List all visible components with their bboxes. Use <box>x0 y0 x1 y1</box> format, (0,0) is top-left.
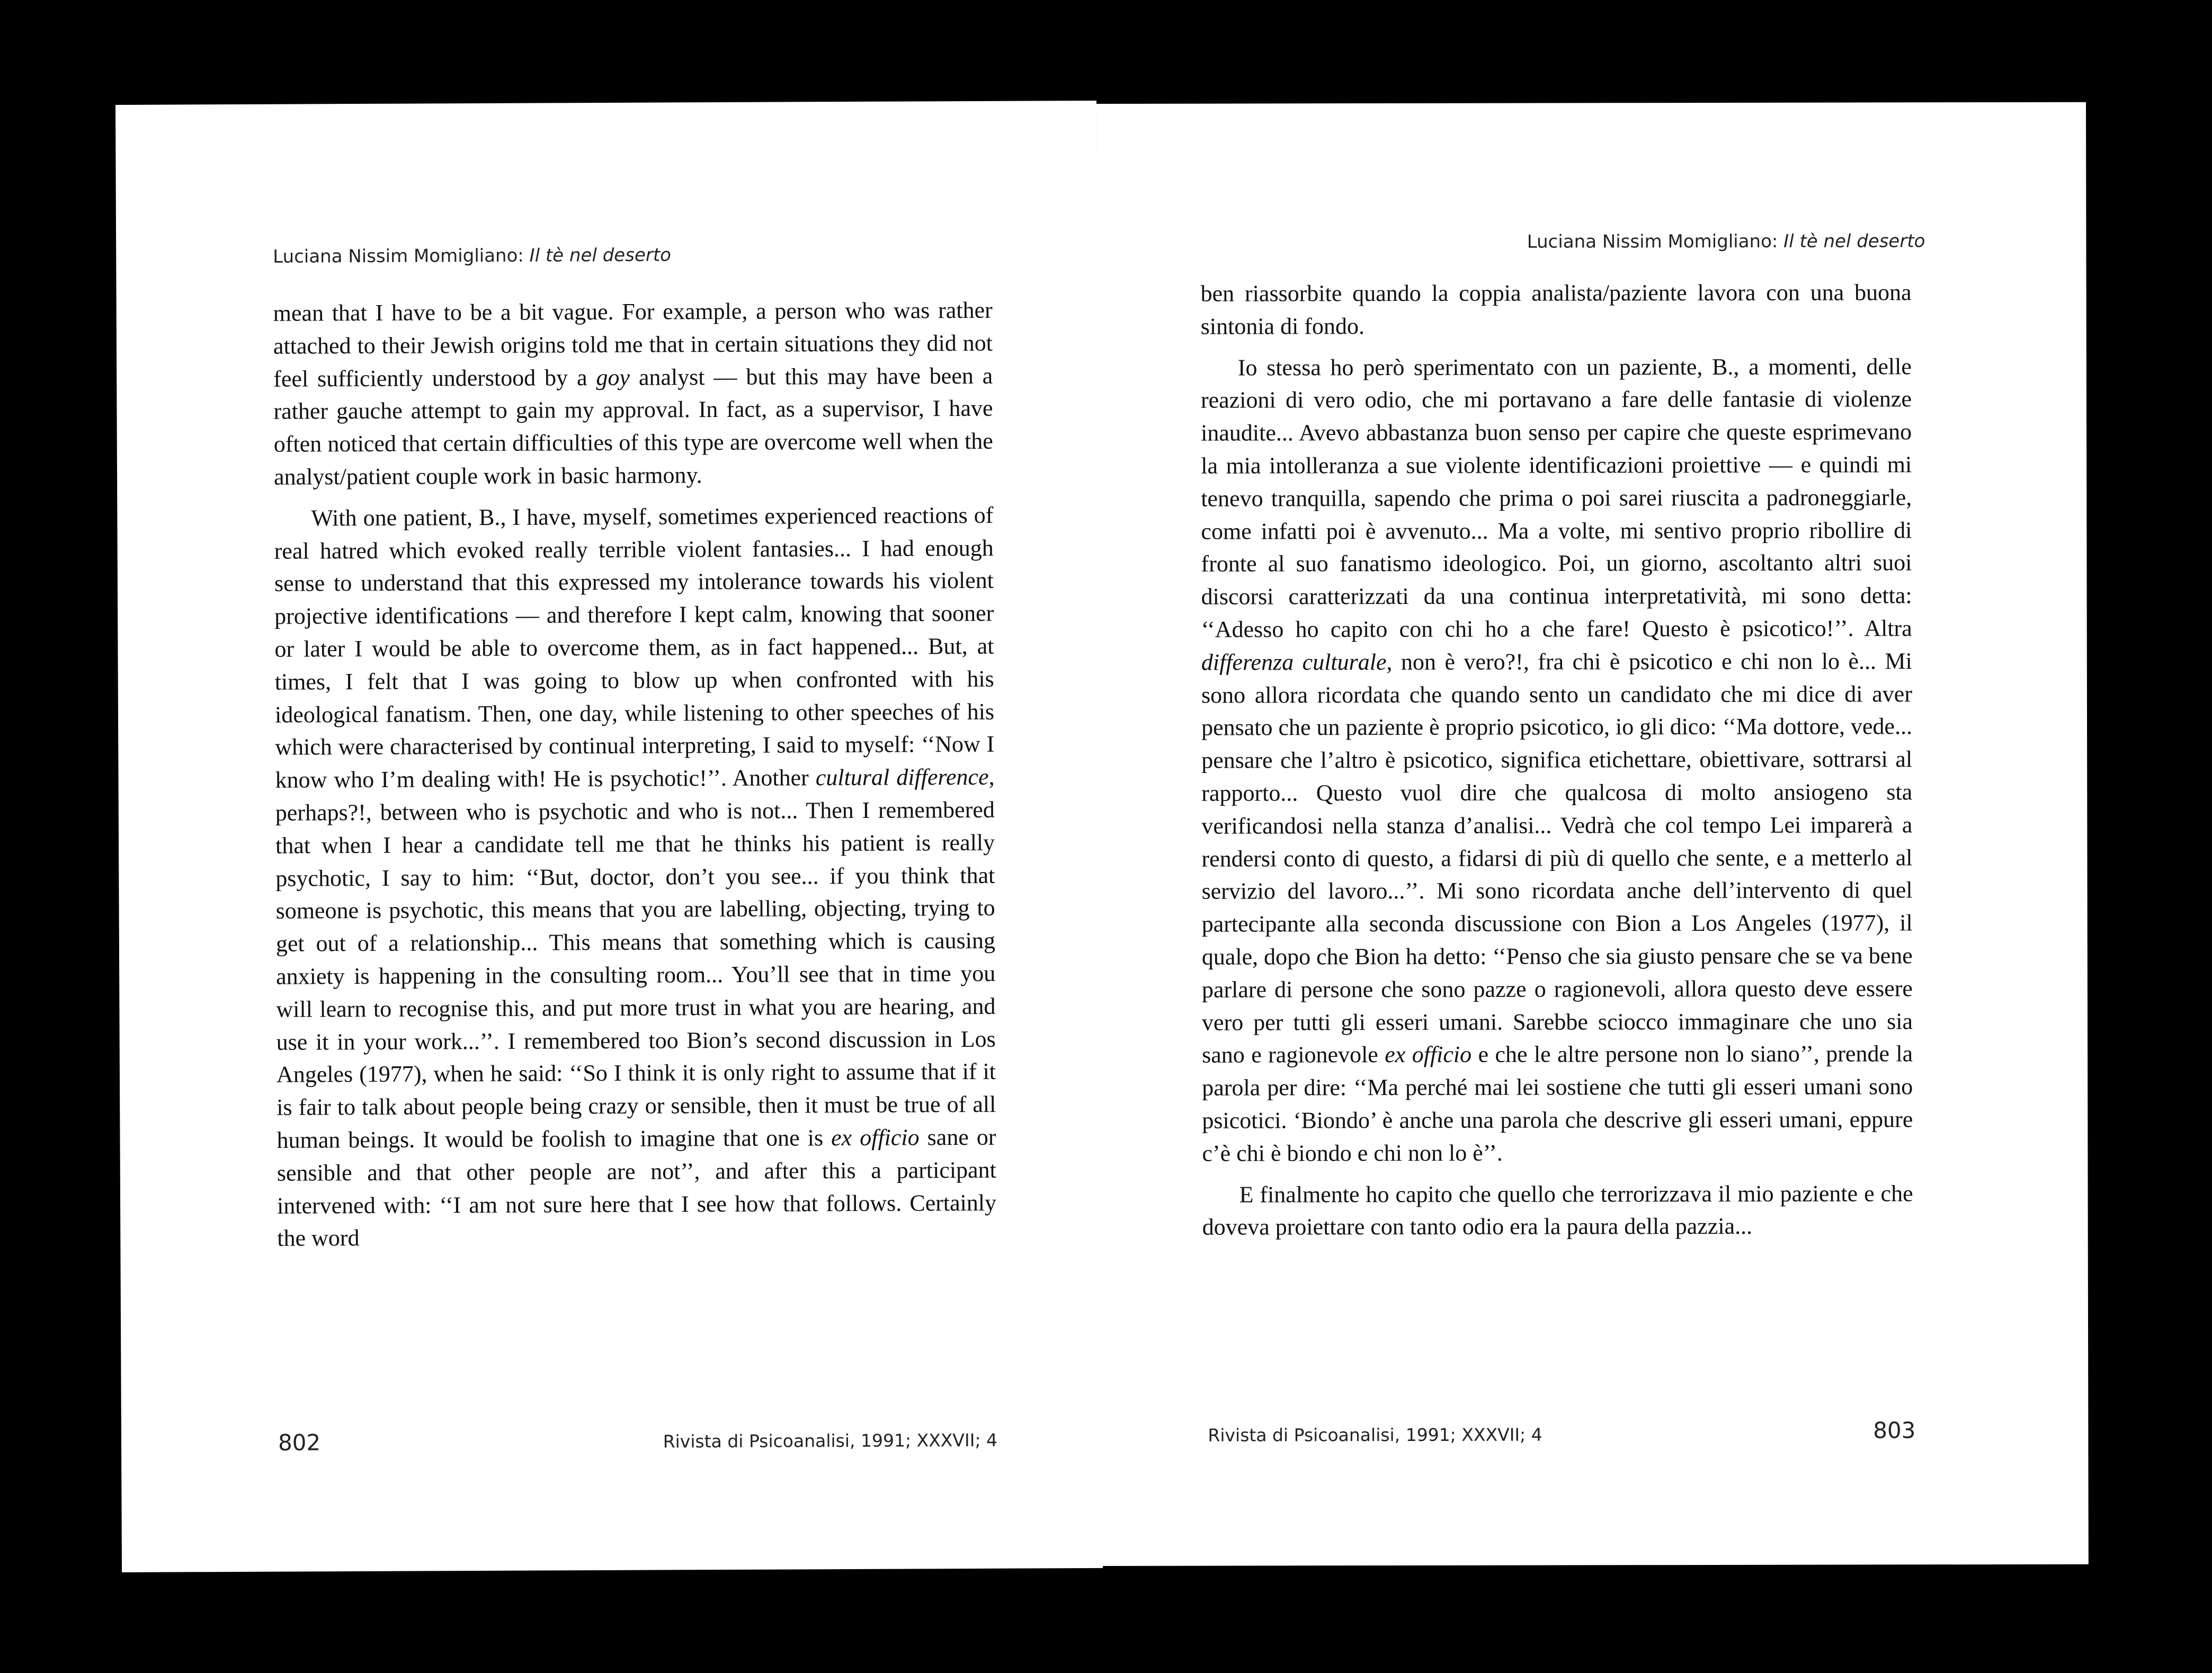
left-page <box>115 101 1103 1572</box>
text-run: mean that I have to be a bit vague. For example, a person who was rather attached to their Jewish origins told me that in certain situations they did not feel sufficiently understood by a <box>273 297 993 392</box>
journal-citation: Rivista di Psicoanalisi, 1991; XXXVII; 4 <box>1208 1424 1542 1446</box>
text-run: E finalmente ho capito che quello che terrorizzava il mio paziente e che doveva proiettare con tanto odio era la paura della pazzia... <box>1202 1180 1913 1240</box>
body-text <box>1201 276 1913 1243</box>
gutter-mark <box>1116 1435 1119 1438</box>
text-run: ben riassorbite quando la coppia analista/paziente lavora con una buona sintonia di fondo. <box>1200 279 1912 340</box>
gutter-mark <box>1110 873 1114 877</box>
text-run: With one patient, B., I have, myself, sometimes experienced reactions of real hatred which evoked really terrible violent fantasies... I had enough sense to understand that this expressed my intolerance towards his violent projective identifications — and therefore I kept calm, knowing that sooner or later I would be able to overcome them, as in fact happened... But, at times, I felt that I was going to blow up when confronted with his ideological fanatism. Then, one day, while listening to other speeches of his which were characterised by continual interpreting, I said to myself: ‘‘Now I know who I’m dealing with! He is psychotic!’’. Another <box>274 502 995 793</box>
gutter-mark <box>1112 290 1116 294</box>
text-run: sane or sensible and that other people are not’’, and after this a participant intervened with: ‘‘I am not sure here that I see how that follows. Certainly the word <box>276 1124 997 1252</box>
italic-run: cultural difference <box>815 763 989 791</box>
text-run: , non è vero?!, fra chi è psicotico e chi non lo è... Mi sono allora ricordata che quando sento un candidato che mi dice di aver pensato che un paziente è proprio psicotico, io gli dico: ‘‘Ma dottore, vede... pensare che l’altro è psicotico, significa etichettare, obiettivare, sottrarsi al rapporto... Questo vuol dire che qualcosa di molto ansiogeno sta verificandosi nella stanza d’analisi... Vedrà che col tempo Lei imparerà a rendersi conto di questo, a fidarsi di più di quello che sente, e a metterlo al servizio del lavoro...’’. Mi sono ricordata anche dell’intervento di quel partecipante alla seconda discussione con Bion a Los Angeles (1977), il quale, dopo che Bion ha detto: ‘‘Penso che sia giusto pensare che se va bene parlare di persone che sono pazze o ragionevoli, allora questo deve essere vero per tutti gli esseri umani. Sarebbe sciocco immaginare che uno sia sano e ragionevole <box>1201 648 1913 1068</box>
running-head <box>273 244 671 267</box>
gutter-mark <box>1114 1358 1118 1362</box>
running-head-author: Luciana Nissim Momigliano: <box>1527 230 1784 253</box>
text-run: e che le altre persone non lo siano’’, prende la parola per dire: ‘‘Ma perché mai lei sostiene che tutti gli esseri umani sono psicotici. ‘Biondo’ è anche una parola che descrive gli esseri umani, eppure c’è chi è biondo e chi non lo è’’. <box>1202 1040 1913 1167</box>
text-run: Io stessa ho però sperimentato con un paziente, B., a momenti, delle reazioni di vero odio, che mi portavano a fare delle fantasie di violenze inaudite... Avevo abbastanza buon senso per capire che queste esprimevano la mia intolleranza a sue violente identificazioni proiettive — e quindi mi tenevo tranquilla, sapendo che prima o poi sarei riuscita a padroneggiarle, come infatti poi è avvenuto... Ma a volte, mi sentivo proprio ribollire di fronte al suo fanatismo ideologico. Poi, un giorno, ascoltanto altri suoi discorsi caratterizzati da una continua interpretatività, mi sono detta: ‘‘Adesso ho capito con chi ho a che fare! Questo è psicotico!’’. Altra <box>1200 353 1912 643</box>
italic-run: goy <box>596 364 630 390</box>
gutter-mark <box>1074 216 1078 220</box>
gutter-mark <box>1074 293 1078 297</box>
gutter-mark <box>1077 1438 1081 1441</box>
italic-run: ex officio <box>831 1124 920 1151</box>
body-text <box>273 294 997 1255</box>
paragraph <box>1201 276 1912 343</box>
text-run: analyst — but this may have been a rather gauche attempt to gain my approval. In fact, as a supervisor, I have often noticed that certain difficulties of this type are overcome well when the analyst/patient couple work in basic harmony. <box>273 362 993 490</box>
gutter-mark <box>1112 216 1116 220</box>
gutter-mark <box>1077 1359 1081 1363</box>
gutter-mark <box>1081 949 1084 953</box>
running-head-title: Il tè nel deserto <box>529 244 672 266</box>
journal-citation: Rivista di Psicoanalisi, 1991; XXXVII; 4 <box>663 1429 998 1452</box>
paragraph <box>274 499 996 1255</box>
page-number: 803 <box>1873 1417 1916 1444</box>
running-head-title: Il tè nel deserto <box>1783 230 1925 252</box>
paragraph <box>273 294 994 494</box>
right-page <box>1096 102 2089 1566</box>
running-head-author: Luciana Nissim Momigliano: <box>273 245 530 268</box>
running-head <box>1527 230 1925 252</box>
gutter-mark <box>1081 876 1084 880</box>
paragraph <box>1201 350 1913 1170</box>
italic-run: ex officio <box>1385 1042 1472 1068</box>
gutter-mark <box>1110 947 1114 951</box>
italic-run: differenza culturale <box>1201 648 1387 675</box>
page-number: 802 <box>278 1429 321 1456</box>
paragraph <box>1202 1177 1913 1244</box>
text-run: , perhaps?!, between who is psychotic and who is not... Then I remembered that when I hear a candidate tell me that he thinks his patient is really psychotic, I say to him: ‘‘But, doctor, don’t you see... if you think that someone is psychotic, this means that you are labelling, objecting, trying to get out of a relationship... This means that something which is causing anxiety is happening in the consulting room... You’ll see that in time you will learn to recognise this, and put more trust in what you are hearing, and use it in your work...’’. I remembered too Bion’s second discussion in Los Angeles (1977), when he said: ‘‘So I think it is only right to assume that if it is fair to talk about people being crazy or sensible, then it must be true of all human beings. It would be foolish to imagine that one is <box>275 763 996 1153</box>
